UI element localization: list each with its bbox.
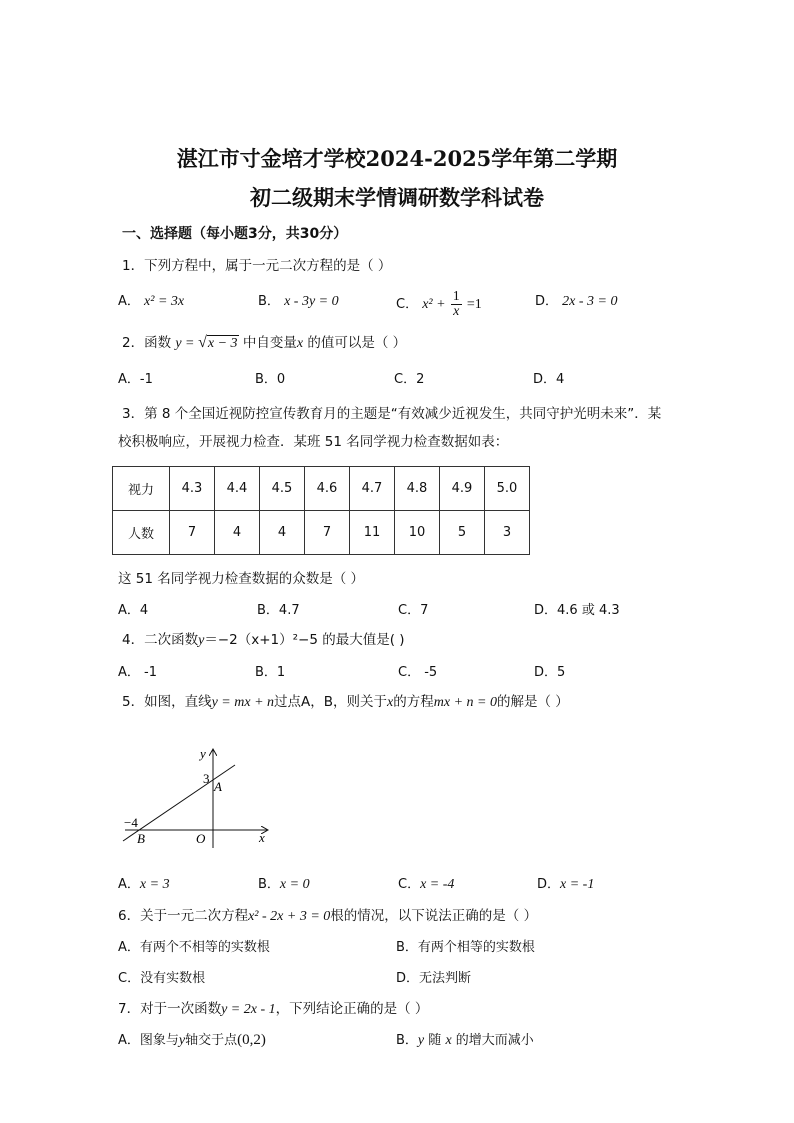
q2-number: 2．函数: [122, 335, 172, 351]
q7-eq: y = 2x - 1: [221, 1002, 276, 1017]
table-cell: 4.9: [440, 467, 485, 511]
q3-line2: 校积极响应，开展视力检查．某班 51 名同学视力检查数据如表：: [118, 434, 509, 450]
q1-option-c: [396, 290, 482, 319]
q5-tail: 的解是（ ）: [496, 694, 569, 710]
q5-b-letter: B．: [258, 877, 280, 892]
table-cell: 7: [305, 511, 350, 555]
q7-tail: ，下列结论正确的是（ ）: [275, 1001, 429, 1017]
table-cell: 4: [215, 511, 260, 555]
q7-option-a: [118, 1029, 266, 1049]
q3-question: 这 51 名同学视力检查数据的众数是（ ）: [118, 571, 365, 587]
q1-option-d: [535, 290, 617, 310]
q5-c-val: x = -4: [420, 877, 455, 892]
q4-option-c: C． -5: [398, 665, 438, 680]
section-heading: 一、选择题（每小题3分，共30分）: [122, 226, 348, 242]
q5-d-letter: D．: [537, 877, 561, 892]
q2-option-b: B．0: [255, 372, 286, 387]
q1-c-letter: C．: [396, 297, 419, 312]
q5-option-b: [258, 873, 310, 893]
exam-title-line1: 湛江市寸金培才学校2024-2025学年第二学期: [176, 146, 618, 171]
graph-label-a: A: [214, 779, 222, 794]
q7-b-tail: 的增大而减小: [455, 1033, 534, 1048]
q1-a-expr: x² = 3x: [144, 294, 185, 309]
table-cell: 4: [260, 511, 305, 555]
q3-option-a: A．4: [118, 603, 149, 618]
q5-b-val: x = 0: [279, 877, 310, 892]
q5-var: x: [387, 695, 394, 710]
table-cell: 4.6: [305, 467, 350, 511]
q5-a-letter: A．: [118, 877, 140, 892]
sqrt-icon: √: [198, 334, 207, 351]
q4-fn: y: [198, 633, 205, 648]
table-cell: 4.4: [215, 467, 260, 511]
q6-tail: 根的情况，以下说法正确的是（ ）: [330, 908, 538, 924]
graph-label-3: 3: [203, 771, 210, 786]
q5-graph: [110, 740, 280, 850]
q3-option-b: B．4.7: [257, 603, 300, 618]
q6-pre: 6．关于一元二次方程: [118, 908, 249, 924]
q7-option-b: [396, 1029, 534, 1049]
table-cell: 4.7: [350, 467, 395, 511]
table-cell: 4.8: [395, 467, 440, 511]
table-header-vision: 视力: [113, 467, 170, 511]
q5-option-d: [537, 873, 594, 893]
q3-option-c: C．7: [398, 603, 429, 618]
q7-b-pre: B．: [396, 1033, 418, 1048]
q1-option-a: [118, 290, 184, 310]
q7-a-var: y: [178, 1033, 186, 1048]
q2-y: y: [175, 336, 182, 351]
q4-option-a: A． -1: [118, 665, 157, 680]
q2-option-c: C．2: [394, 372, 425, 387]
table-header-count: 人数: [113, 511, 170, 555]
q7-a-pre: A．图象与: [118, 1033, 179, 1048]
q1-c-numerator: 1: [452, 289, 460, 304]
q4-option-d: D．5: [534, 665, 566, 680]
q4-pre: 4．二次函数: [122, 632, 199, 648]
q3-line1: 3．第 8 个全国近视防控宣传教育月的主题是“有效减少近视发生，共同守护光明未来”．某: [122, 406, 662, 422]
q1-b-letter: B．: [258, 294, 280, 309]
q1-c-fraction: [451, 290, 462, 319]
q1-b-expr: x - 3y = 0: [284, 294, 339, 309]
q4-stem: [122, 628, 405, 649]
q1-option-b: [258, 290, 339, 310]
table-cell: 5.0: [485, 467, 530, 511]
table-cell: 7: [170, 511, 215, 555]
q2-option-a: A．-1: [118, 372, 153, 387]
graph-label-y: y: [200, 746, 206, 761]
q5-eq2: mx + n = 0: [433, 695, 497, 710]
q5-a-val: x = 3: [139, 877, 170, 892]
q5-option-a: [118, 873, 170, 893]
q7-b-mid: 随: [428, 1033, 442, 1048]
table-cell: 5: [440, 511, 485, 555]
q7-pre: 7．对于一次函数: [118, 1001, 222, 1017]
q5-c-letter: C．: [398, 877, 421, 892]
q7-stem: [118, 997, 428, 1018]
q6-option-c: C．没有实数根: [118, 971, 206, 986]
q4-expr: ＝−2（x+1）²−5: [204, 632, 318, 648]
q1-d-expr: 2x - 3 = 0: [562, 294, 618, 309]
q1-stem: 1．下列方程中，属于一元二次方程的是（ ）: [122, 258, 392, 274]
table-cell: 10: [395, 511, 440, 555]
q5-eq: y = mx + n: [211, 695, 275, 710]
q1-c-post: =1: [466, 297, 482, 312]
q5-pre: 5．如图，直线: [122, 694, 212, 710]
graph-label-b: B: [137, 831, 145, 846]
table-row: [113, 511, 530, 555]
q5-mid: 过点A，B，则关于: [274, 694, 388, 710]
q1-a-letter: A．: [118, 294, 140, 309]
graph-label-x: x: [259, 830, 265, 845]
vision-table: [112, 466, 530, 555]
q2-eq: =: [185, 336, 194, 351]
q2-tail: 的值可以是（ ）: [307, 335, 407, 351]
q6-eq: x² - 2x + 3 = 0: [248, 909, 331, 924]
q5-stem: [122, 690, 569, 711]
q2-var: x: [296, 336, 304, 351]
q7-b-x: x: [445, 1033, 452, 1048]
exam-title-line2: 初二级期末学情调研数学科试卷: [250, 185, 544, 210]
q2-stem: [122, 331, 406, 352]
table-cell: 4.3: [170, 467, 215, 511]
q4-option-b: B．1: [255, 665, 286, 680]
q5-option-c: [398, 873, 454, 893]
table-cell: 4.5: [260, 467, 305, 511]
graph-label-neg4: −4: [124, 815, 138, 830]
q5-mid2: 的方程: [393, 694, 434, 710]
q6-option-b: B．有两个相等的实数根: [396, 940, 535, 955]
q1-c-denominator: x: [453, 304, 460, 319]
q7-a-mid: 轴交于点: [185, 1033, 238, 1048]
q2-radicand: x − 3: [207, 336, 238, 351]
table-row: [113, 467, 530, 511]
table-cell: 3: [485, 511, 530, 555]
q1-d-letter: D．: [535, 294, 559, 309]
q2-option-d: D．4: [533, 372, 565, 387]
graph-label-o: O: [196, 831, 206, 846]
q4-tail: 的最大值是( ): [322, 632, 405, 648]
q5-d-val: x = -1: [560, 877, 595, 892]
q1-c-pre: x² +: [422, 297, 446, 312]
q7-b-y: y: [417, 1033, 425, 1048]
q7-a-point: (0,2): [237, 1032, 266, 1048]
q6-stem: [118, 904, 537, 925]
q2-rest: 中自变量: [242, 335, 297, 351]
q6-option-a: A．有两个不相等的实数根: [118, 940, 270, 955]
q3-option-d: D．4.6 或 4.3: [534, 603, 620, 618]
table-cell: 11: [350, 511, 395, 555]
q6-option-d: D．无法判断: [396, 971, 472, 986]
